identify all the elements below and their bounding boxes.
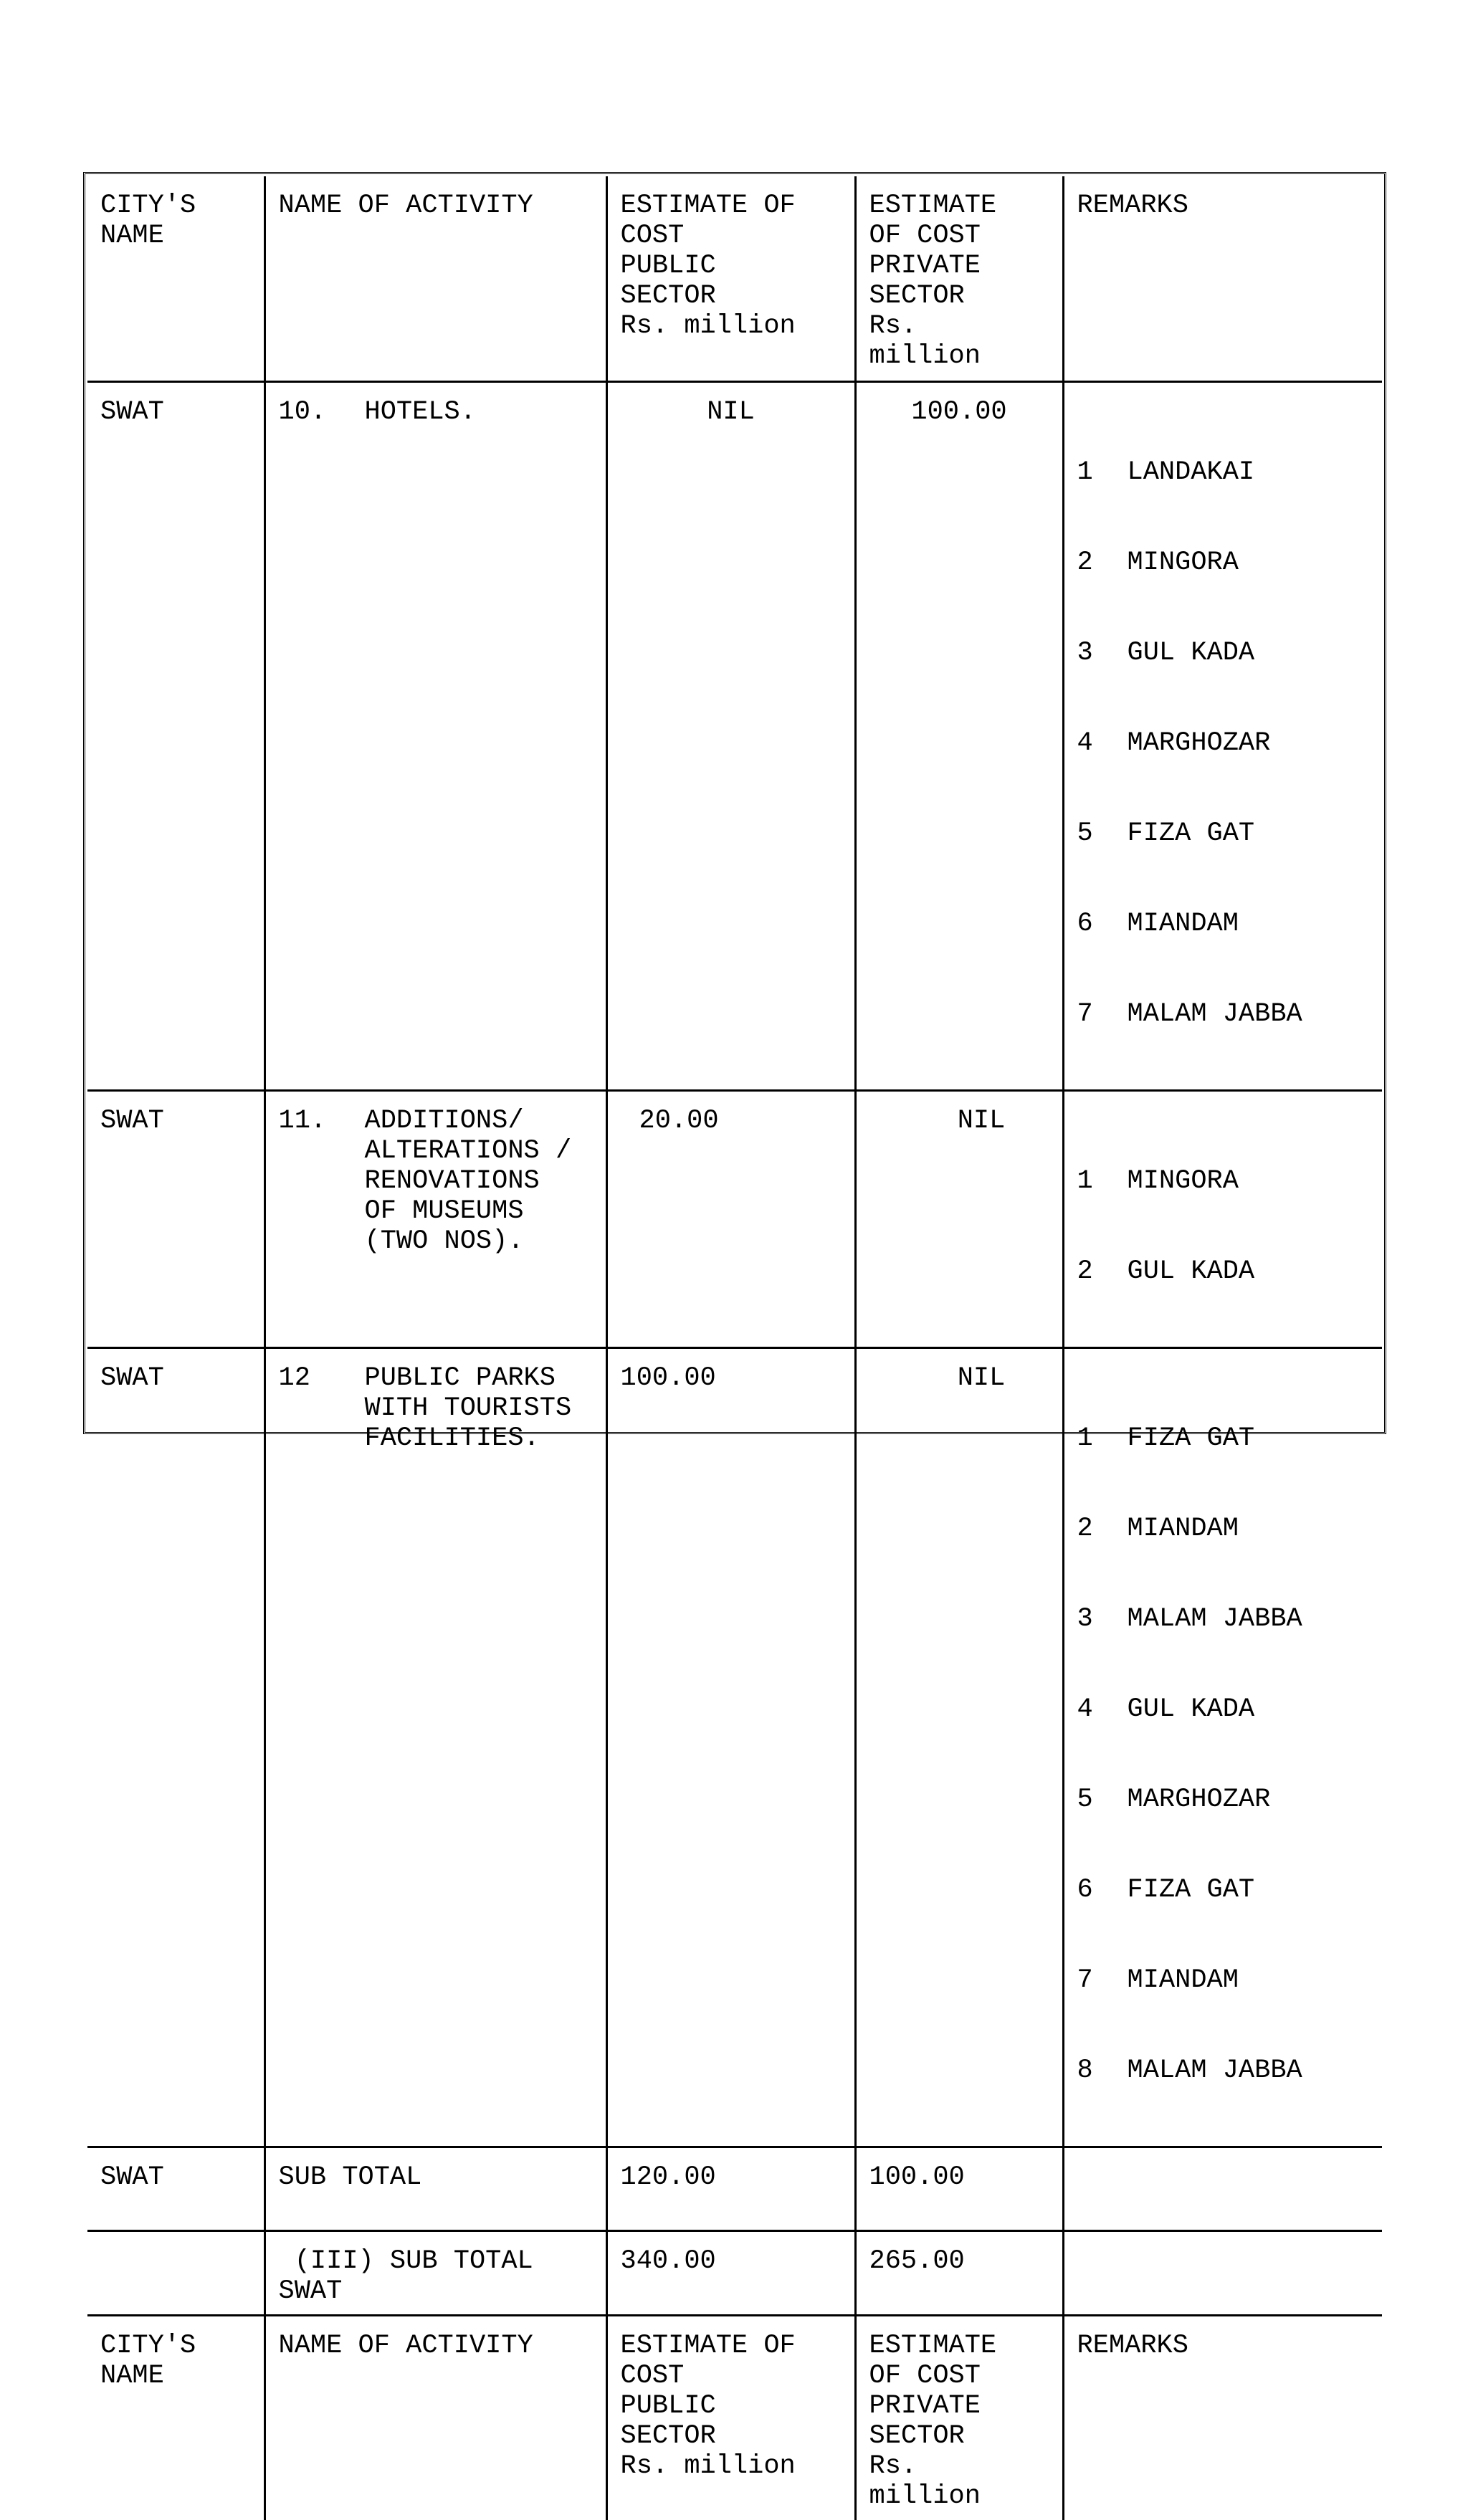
cost-estimate-table-frame: [83, 172, 1386, 2511]
cell-public-cost: 100.00: [606, 1347, 855, 2147]
header-public-cost: ESTIMATE OF COST PUBLIC SECTOR Rs. million: [606, 2315, 855, 2520]
header-remarks: REMARKS: [1063, 2315, 1382, 2520]
cell-private-cost: 100.00: [855, 381, 1063, 1090]
subtotal-iii-label: (III) SUB TOTAL SWAT: [264, 2230, 606, 2315]
cell-city: SWAT: [87, 1090, 264, 1347]
remark-item: 4 MARGHOZAR: [1077, 727, 1271, 758]
table-row: [87, 1090, 1382, 1347]
activity-name: PUBLIC PARKS WITH TOURISTS FACILITIES.: [364, 1362, 572, 1454]
subtotal-iii-row: [87, 2230, 1382, 2315]
header-activity: NAME OF ACTIVITY: [264, 2315, 606, 2520]
header-public-cost: ESTIMATE OF COST PUBLIC SECTOR Rs. million: [606, 176, 855, 381]
remark-item: 3 GUL KADA: [1077, 637, 1255, 668]
activity-name: ADDITIONS/ ALTERATIONS / RENOVATIONS OF MUSEUMS (TWO NOS).: [364, 1105, 572, 1256]
table-row: [87, 381, 1382, 1090]
table-row: [87, 1347, 1382, 2147]
header-activity: NAME OF ACTIVITY: [264, 176, 606, 381]
cell-city: SWAT: [87, 2147, 264, 2230]
cell-activity: [264, 1347, 606, 2147]
cell-public-cost: NIL: [606, 381, 855, 1090]
subtotal-iii-remarks: [1063, 2230, 1382, 2315]
subtotal-iii-public-cost: 340.00: [606, 2230, 855, 2315]
subtotal-public-cost: 120.00: [606, 2147, 855, 2230]
cell-private-cost: NIL: [855, 1347, 1063, 2147]
activity-number: 10.: [278, 396, 327, 427]
header-city: CITY'S NAME: [87, 176, 264, 381]
header-private-cost: ESTIMATE OF COST PRIVATE SECTOR Rs. million: [855, 2315, 1063, 2520]
header-private-cost: ESTIMATE OF COST PRIVATE SECTOR Rs. million: [855, 176, 1063, 381]
header-remarks: REMARKS: [1063, 176, 1382, 381]
table-header-row: [87, 176, 1382, 381]
cell-city: [87, 2230, 264, 2315]
remark-item: 2 MINGORA: [1077, 547, 1239, 578]
remark-item: 6 FIZA GAT: [1077, 1874, 1255, 1905]
cell-remarks: [1063, 381, 1382, 1090]
header-city: CITY'S NAME: [87, 2315, 264, 2520]
table-header-row-repeat: [87, 2315, 1382, 2520]
remark-item: 4 GUL KADA: [1077, 1694, 1255, 1724]
remark-item: 6 MIANDAM: [1077, 908, 1239, 939]
cell-public-cost: 20.00: [606, 1090, 855, 1347]
remark-item: 1 FIZA GAT: [1077, 1423, 1255, 1454]
remark-item: 1 MINGORA: [1077, 1165, 1239, 1196]
cost-estimate-table: [87, 176, 1382, 2520]
activity-number: 12: [278, 1362, 310, 1393]
remark-item: 2 MIANDAM: [1077, 1513, 1239, 1544]
remark-item: 2 GUL KADA: [1077, 1256, 1255, 1287]
remark-item: 7 MIANDAM: [1077, 1965, 1239, 1995]
subtotal-row: [87, 2147, 1382, 2230]
activity-number: 11.: [278, 1105, 327, 1136]
remark-item: 8 MALAM JABBA: [1077, 2055, 1302, 2086]
cell-private-cost: NIL: [855, 1090, 1063, 1347]
cell-city: SWAT: [87, 381, 264, 1090]
activity-name: HOTELS.: [364, 396, 476, 427]
remark-item: 3 MALAM JABBA: [1077, 1603, 1302, 1634]
cell-activity: [264, 381, 606, 1090]
remark-item: 1 LANDAKAI: [1077, 457, 1255, 487]
remark-item: 5 FIZA GAT: [1077, 818, 1255, 849]
remark-item: 5 MARGHOZAR: [1077, 1784, 1271, 1815]
subtotal-iii-private-cost: 265.00: [855, 2230, 1063, 2315]
cell-activity: [264, 1090, 606, 1347]
remark-item: 7 MALAM JABBA: [1077, 998, 1302, 1029]
cell-city: SWAT: [87, 1347, 264, 2147]
subtotal-remarks: [1063, 2147, 1382, 2230]
cell-remarks: [1063, 1347, 1382, 2147]
subtotal-label: SUB TOTAL: [264, 2147, 606, 2230]
subtotal-private-cost: 100.00: [855, 2147, 1063, 2230]
cell-remarks: [1063, 1090, 1382, 1347]
